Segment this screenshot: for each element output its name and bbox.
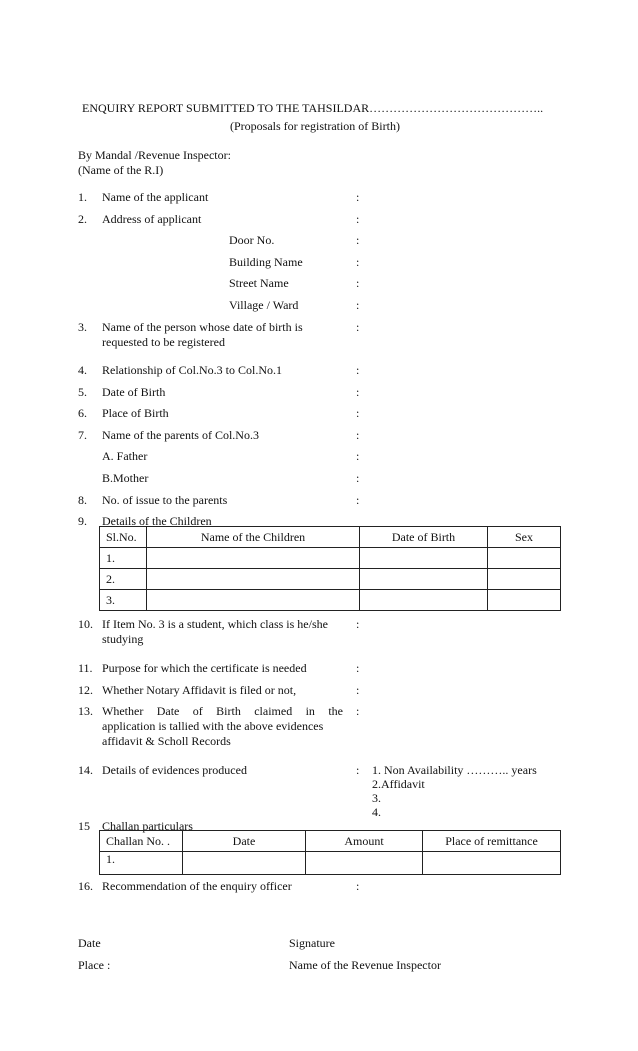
item-label: Relationship of Col.No.3 to Col.No.1 <box>102 363 282 377</box>
sex-cell[interactable] <box>488 569 561 590</box>
table-row <box>100 569 561 590</box>
column-header: Name of the Children <box>147 527 360 548</box>
item-number: 16. <box>78 879 93 893</box>
item-label-cont: requested to be registered <box>102 335 225 349</box>
inspector-name-label: Name of the Revenue Inspector <box>289 958 441 972</box>
item-number: 5. <box>78 385 87 399</box>
father-label: A. Father <box>102 449 148 463</box>
item-label: No. of issue to the parents <box>102 493 228 507</box>
column-header: Date of Birth <box>360 527 488 548</box>
row-number: 3. <box>100 590 147 611</box>
colon: : <box>356 255 360 269</box>
item-number: 3. <box>78 320 87 334</box>
column-header: Place of remittance <box>423 831 561 852</box>
door-no-label: Door No. <box>229 233 275 247</box>
challan-date-cell[interactable] <box>183 852 306 875</box>
item-label: Recommendation of the enquiry officer <box>102 879 292 893</box>
row-number: 1. <box>100 852 183 875</box>
column-header: Sl.No. <box>100 527 147 548</box>
item-number: 4. <box>78 363 87 377</box>
item-number: 13. <box>78 704 93 718</box>
dob-cell[interactable] <box>360 569 488 590</box>
item-label: Whether Notary Affidavit is filed or not, <box>102 683 297 697</box>
colon: : <box>356 190 360 204</box>
colon: : <box>356 617 360 631</box>
item-number: 7. <box>78 428 87 442</box>
colon: : <box>356 879 360 893</box>
item-number: 10. <box>78 617 93 631</box>
item-label: If Item No. 3 is a student, which class is he/she <box>102 617 328 631</box>
colon: : <box>356 320 360 334</box>
colon: : <box>356 212 360 226</box>
item-number: 11. <box>78 661 93 675</box>
item-number: 6. <box>78 406 87 420</box>
item-label: Purpose for which the certificate is needed <box>102 661 307 675</box>
colon: : <box>356 406 360 420</box>
dob-cell[interactable] <box>360 548 488 569</box>
ri-name-label: (Name of the R.I) <box>78 163 164 177</box>
colon: : <box>356 363 360 377</box>
place-label: Place : <box>78 958 111 972</box>
item-label: Name of the person whose date of birth is <box>102 320 303 334</box>
colon: : <box>356 298 360 312</box>
colon: : <box>356 385 360 399</box>
dob-cell[interactable] <box>360 590 488 611</box>
item-number: 9. <box>78 514 87 528</box>
item-number: 8. <box>78 493 87 507</box>
sex-cell[interactable] <box>488 590 561 611</box>
table-header-row <box>100 527 561 548</box>
item-label: Details of evidences produced <box>102 763 247 777</box>
street-name-label: Street Name <box>229 276 289 290</box>
colon: : <box>356 493 360 507</box>
children-table <box>99 526 561 611</box>
colon: : <box>356 661 360 675</box>
item-label: Date of Birth <box>102 385 166 399</box>
column-header: Date <box>183 831 306 852</box>
date-label: Date <box>78 936 101 950</box>
table-row <box>100 852 561 875</box>
item-number: 15 <box>78 819 90 833</box>
sex-cell[interactable] <box>488 548 561 569</box>
evidence-item: 3. <box>372 791 381 805</box>
evidence-item: 2.Affidavit <box>372 777 425 791</box>
row-number: 1. <box>100 548 147 569</box>
item-label: Challan particulars <box>102 819 193 833</box>
item-label: Whether Date of Birth claimed in the <box>102 704 343 718</box>
item-number: 12. <box>78 683 93 697</box>
table-row <box>100 548 561 569</box>
item-label-cont: application is tallied with the above evidences <box>102 719 324 733</box>
colon: : <box>356 428 360 442</box>
item-label: Name of the applicant <box>102 190 209 204</box>
challan-table <box>99 830 561 875</box>
mother-label: B.Mother <box>102 471 149 485</box>
item-label: Name of the parents of Col.No.3 <box>102 428 259 442</box>
item-number: 2. <box>78 212 87 226</box>
colon: : <box>356 471 360 485</box>
item-label: Address of applicant <box>102 212 202 226</box>
by-inspector: By Mandal /Revenue Inspector: <box>78 148 231 162</box>
building-name-label: Building Name <box>229 255 303 269</box>
remittance-place-cell[interactable] <box>423 852 561 875</box>
item-label: Place of Birth <box>102 406 169 420</box>
evidence-item: 1. Non Availability ……….. years <box>372 763 537 777</box>
item-label-cont: affidavit & Scholl Records <box>102 734 231 748</box>
child-name-cell[interactable] <box>147 548 360 569</box>
signature-label: Signature <box>289 936 335 950</box>
column-header: Amount <box>306 831 423 852</box>
item-number: 1. <box>78 190 87 204</box>
row-number: 2. <box>100 569 147 590</box>
page-subtitle: (Proposals for registration of Birth) <box>230 119 400 133</box>
table-header-row <box>100 831 561 852</box>
colon: : <box>356 704 360 718</box>
child-name-cell[interactable] <box>147 569 360 590</box>
table-row <box>100 590 561 611</box>
colon: : <box>356 233 360 247</box>
item-number: 14. <box>78 763 93 777</box>
column-header: Challan No. . <box>100 831 183 852</box>
child-name-cell[interactable] <box>147 590 360 611</box>
colon: : <box>356 449 360 463</box>
challan-amount-cell[interactable] <box>306 852 423 875</box>
village-ward-label: Village / Ward <box>229 298 299 312</box>
item-label-cont: studying <box>102 632 144 646</box>
column-header: Sex <box>488 527 561 548</box>
colon: : <box>356 763 360 777</box>
colon: : <box>356 276 360 290</box>
page-title: ENQUIRY REPORT SUBMITTED TO THE TAHSILDAR…………………………………….. <box>82 101 544 115</box>
colon: : <box>356 683 360 697</box>
evidence-item: 4. <box>372 805 381 819</box>
item-label: Details of the Children <box>102 514 212 528</box>
